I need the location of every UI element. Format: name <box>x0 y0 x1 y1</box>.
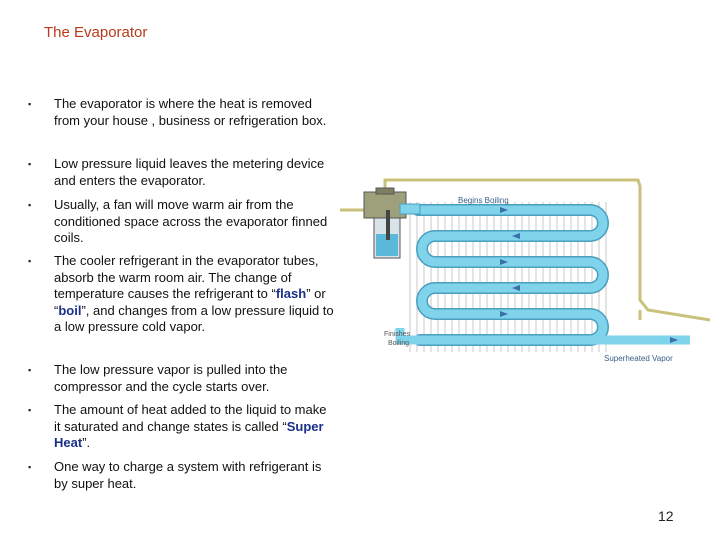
bullet-text: Low pressure liquid leaves the metering device and enters the evaporator. <box>54 156 325 188</box>
bullet-marker: ▪ <box>28 256 32 266</box>
bullet-text: Usually, a fan will move warm air from the conditioned space across the evaporator finned coils. <box>54 197 328 245</box>
bullet-marker: ▪ <box>28 462 32 472</box>
bullet-text: The low pressure vapor is pulled into the compressor and the cycle starts over. <box>54 362 288 394</box>
bullet-text: The evaporator is where the heat is removed from your house , business or refrigeration box. <box>54 96 327 128</box>
label-superheated-vapor: Superheated Vapor <box>604 354 673 363</box>
bullet-text: One way to charge a system with refrigerant is by super heat. <box>54 459 322 491</box>
evaporator-diagram <box>340 170 720 370</box>
bullet-text: The amount of heat added to the liquid to make it saturated and change states is called “Super Heat”. <box>54 402 327 450</box>
slide-title: The Evaporator <box>44 24 148 41</box>
highlight-boil: boil <box>58 302 82 318</box>
label-boiling: Boiling <box>388 340 410 347</box>
bullet-marker: ▪ <box>28 99 32 109</box>
evaporator-fins <box>410 202 606 352</box>
refrigerant-line <box>385 180 710 320</box>
page-number: 12 <box>658 508 674 524</box>
bullet-marker: ▪ <box>28 159 32 169</box>
highlight-super-heat: Super Heat <box>54 418 324 450</box>
bullet-marker: ▪ <box>28 200 32 210</box>
label-finishes: Finishes <box>384 331 411 338</box>
evaporator-coil <box>400 210 690 340</box>
bullet-marker: ▪ <box>28 405 32 415</box>
label-begins-boiling: Begins Boiling <box>458 196 509 205</box>
flow-arrows <box>500 207 678 343</box>
metering-device <box>364 188 420 258</box>
bullet-marker: ▪ <box>28 365 32 375</box>
bullet-text: The cooler refrigerant in the evaporator tubes, absorb the warm room air. The change of temperature causes the refrigerant to “flash” or “boil”, and changes from a low pressure liquid to a low pressure cold vapor. <box>54 253 334 334</box>
highlight-flash: flash <box>275 286 307 301</box>
